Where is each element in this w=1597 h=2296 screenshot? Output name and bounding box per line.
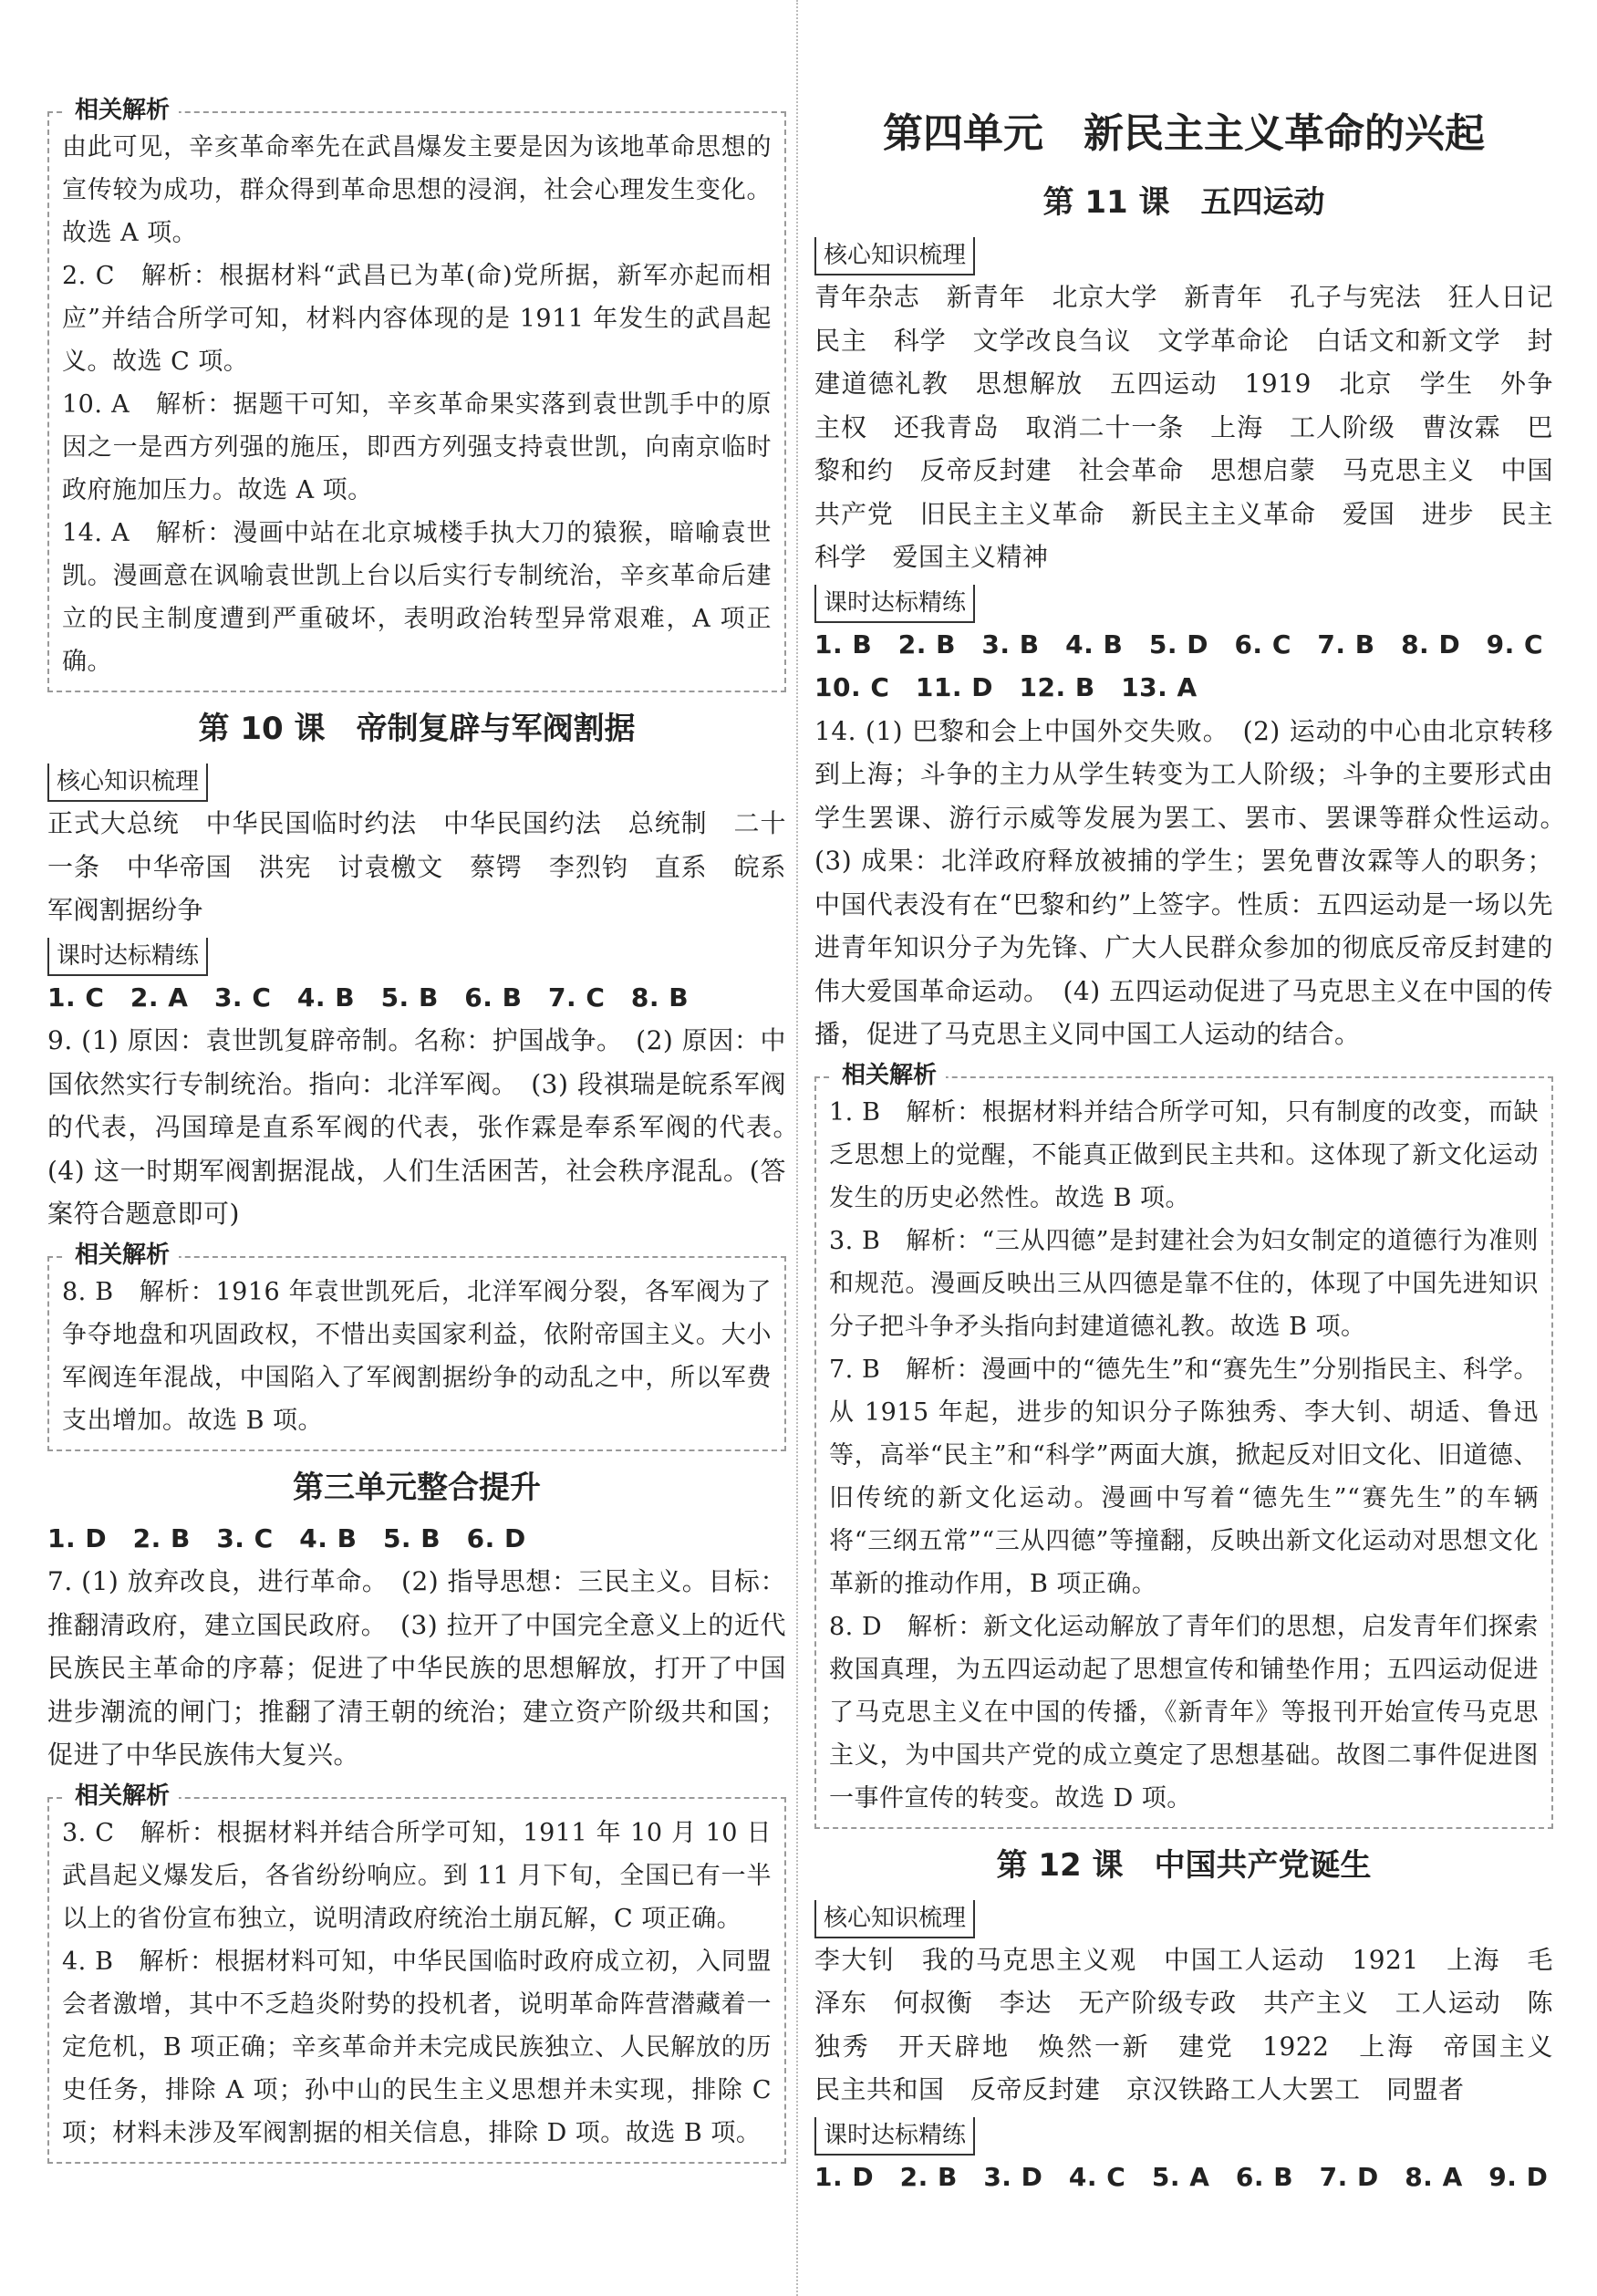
analysis-item: 14. A 解析：漫画中站在北京城楼手执大刀的猿猴，暗喻袁世凯。漫画意在讽喻袁世凯上台以后实行专制统治，辛亥革命后建立的民主制度遭到严重破坏，表明政治转型异常艰难，A 项正确。 [62, 519, 772, 676]
question-answer: 14. (1) 巴黎和会上中国外交失败。 (2) 运动的中心由北京转移到上海；斗争的主力从学生转变为工人阶级；斗争的主要形式由学生罢课、游行示威等发展为罢工、罢市、罢课等群众性运动。 (3) 成果：北洋政府释放被捕的学生；罢免曹汝霖等人的职务；中国代表没有在“巴黎和约”上签字。性质：五四运动是一场以先进青年知识分子为先锋、广大人民群众参加的彻底反帝反封建的伟大爱国革命运动。 (4) 五四运动促进了马克思主义在中国的传播，促进了马克思主义同中国工人运动的结合。 [814, 715, 1580, 1049]
section-tag-practice: 课时达标精练 [814, 585, 975, 623]
analysis-label: 相关解析 [66, 1782, 179, 1810]
right-column [814, 100, 1580, 2198]
analysis-label: 相关解析 [833, 1062, 946, 1089]
analysis-item: 2. C 解析：根据材料“武昌已为革(命)党所据，新军亦起而相应”并结合所学可知，材料内容体现的是 1911 年发生的武昌起义。故选 C 项。 [62, 262, 772, 376]
answer-key: 1. C 2. A 3. C 4. B 5. B 6. B 7. C 8. B [47, 982, 690, 1013]
analysis-label: 相关解析 [66, 97, 179, 124]
question-answer: 7. (1) 放弃改良，进行革命。 (2) 指导思想：三民主义。目标：推翻清政府，建立国民政府。 (3) 拉开了中国完全意义上的近代民族民主革命的序幕；促进了中华民族的思想解放，打开了中国进步潮流的闸门；推翻了清王朝的统治；建立资产阶级共和国；促进了中华民族伟大复兴。 [47, 1566, 786, 1770]
lesson-title: 第 10 课 帝制复辟与军阀割据 [198, 711, 636, 747]
answer-key: 1. B 2. B 3. B 4. B 5. D 6. C 7. B 8. D 9. C [814, 629, 1544, 660]
section-tag-practice: 课时达标精练 [814, 2117, 975, 2156]
unit-title: 第四单元 新民主主义革命的兴起 [883, 110, 1485, 157]
section-tag-knowledge: 核心知识梳理 [814, 237, 975, 275]
question-answer: 9. (1) 原因：袁世凯复辟帝制。名称：护国战争。 (2) 原因：中国依然实行专制统治。指向：北洋军阀。 (3) 段祺瑞是皖系军阀的代表，冯国璋是直系军阀的代表，张作霖是奉系军阀的代表。 (4) 这一时期军阀割据混战，人们生活困苦，社会秩序混乱。(答案符合题意即可) [47, 1025, 813, 1229]
analysis-box [47, 97, 786, 692]
analysis-item: 1. B 解析：根据材料并结合所学可知，只有制度的改变，而缺乏思想上的觉醒，不能真正做到民主共和。这体现了新文化运动发生的历史必然性。故选 B 项。 [829, 1097, 1539, 1212]
analysis-item: 7. B 解析：漫画中的“德先生”和“赛先生”分别指民主、科学。从 1915 年起，进步的知识分子陈独秀、李大钊、胡适、鲁迅等，高举“民主”和“科学”两面大旗，掀起反对旧文化、旧道德、旧传统的新文化运动。漫画中写着“德先生”“赛先生”的车辆将“三纲五常”“三从四德”等撞翻，反映出新文化运动对思想文化革新的推动作用，B 项正确。 [829, 1355, 1539, 1598]
analysis-item: 3. B 解析：“三从四德”是封建社会为妇女制定的道德行为准则和规范。漫画反映出三从四德是靠不住的，体现了中国先进知识分子把斗争矛头指向封建道德礼教。故选 B 项。 [829, 1226, 1539, 1341]
analysis-item: 3. C 解析：根据材料并结合所学可知，1911 年 10 月 10 日武昌起义爆发后，各省纷纷响应。到 11 月下旬，全国已有一半以上的省份宣布独立，说明清政府统治土崩瓦解，C 项正确。 [62, 1818, 772, 1933]
column-divider [796, 0, 798, 2296]
answer-key: 10. C 11. D 12. B 13. A [814, 672, 1198, 702]
answer-key: 1. D 2. B 3. C 4. B 5. B 6. D [47, 1522, 526, 1553]
section-tag-knowledge: 核心知识梳理 [814, 1900, 975, 1938]
lesson-title: 第 12 课 中国共产党诞生 [996, 1846, 1372, 1884]
knowledge-terms: 青年杂志 新青年 北京大学 新青年 孔子与宪法 狂人日记 民主 科学 文学改良刍议 文学革命论 白话文和新文学 封建道德礼教 思想解放 五四运动 1919 北京 学生 外争主权 还我青岛 取消二十一条 上海 工人阶级 曹汝霖 巴黎和约 反帝反封建 社会革命 思想启蒙 马克思主义 中国共产党 旧民主主义革命 新民主主义革命 爱国 进步 民主 科学 爱国主义精神 [814, 282, 1580, 572]
analysis-item: 10. A 解析：据题干可知，辛亥革命果实落到袁世凯手中的原因之一是西方列强的施压，即西方列强支持袁世凯，向南京临时政府施加压力。故选 A 项。 [62, 390, 772, 504]
section-tag-practice: 课时达标精练 [47, 938, 208, 976]
analysis-item: 由此可见，辛亥革命率先在武昌爆发主要是因为该地革命思想的宣传较为成功，群众得到革命思想的浸润，社会心理发生变化。故选 A 项。 [62, 133, 772, 247]
knowledge-terms: 李大钊 我的马克思主义观 中国工人运动 1921 上海 毛泽东 何叔衡 李达 无产阶级专政 共产主义 工人运动 陈独秀 开天辟地 焕然一新 建党 1922 上海 帝国主义 民主共和国 反帝反封建 京汉铁路工人大罢工 同盟者 [814, 1944, 1580, 2104]
knowledge-terms: 正式大总统 中华民国临时约法 中华民国约法 总统制 二十一条 中华帝国 洪宪 讨袁檄文 蔡锷 李烈钧 直系 皖系 军阀割据纷争 [47, 808, 813, 925]
analysis-item: 8. B 解析：1916 年袁世凯死后，北洋军阀分裂，各军阀为了争夺地盘和巩固政权，不惜出卖国家利益，依附帝国主义。大小军阀连年混战，中国陷入了军阀割据纷争的动乱之中，所以军费支出增加。故选 B 项。 [62, 1277, 772, 1435]
analysis-box [47, 1241, 786, 1451]
analysis-item: 4. B 解析：根据材料可知，中华民国临时政府成立初，入同盟会者激增，其中不乏趋炎附势的投机者，说明革命阵营潜藏着一定危机，B 项正确；辛亥革命并未完成民族独立、人民解放的历史任务，排除 A 项；孙中山的民生主义思想并未实现，排除 C 项；材料未涉及军阀割据的相关信息，排除 D 项。故选 B 项。 [62, 1947, 772, 2147]
analysis-box [47, 1782, 786, 2164]
lesson-title: 第 11 课 五四运动 [1042, 184, 1325, 221]
unit-summary-title: 第三单元整合提升 [293, 1469, 541, 1506]
answer-key: 1. D 2. B 3. D 4. C 5. A 6. B 7. D 8. A 9. D [814, 2161, 1549, 2192]
analysis-label: 相关解析 [66, 1242, 179, 1269]
analysis-item: 8. D 解析：新文化运动解放了青年们的思想，启发青年们探索救国真理，为五四运动起了思想宣传和铺垫作用；五四运动促进了马克思主义在中国的传播，《新青年》等报刊开始宣传马克思主义，为中国共产党的成立奠定了思想基础。故图二事件促进图一事件宣传的转变。故选 D 项。 [829, 1612, 1539, 1813]
left-column [47, 91, 813, 2175]
analysis-box [814, 1061, 1553, 1829]
section-tag-knowledge: 核心知识梳理 [47, 764, 208, 802]
